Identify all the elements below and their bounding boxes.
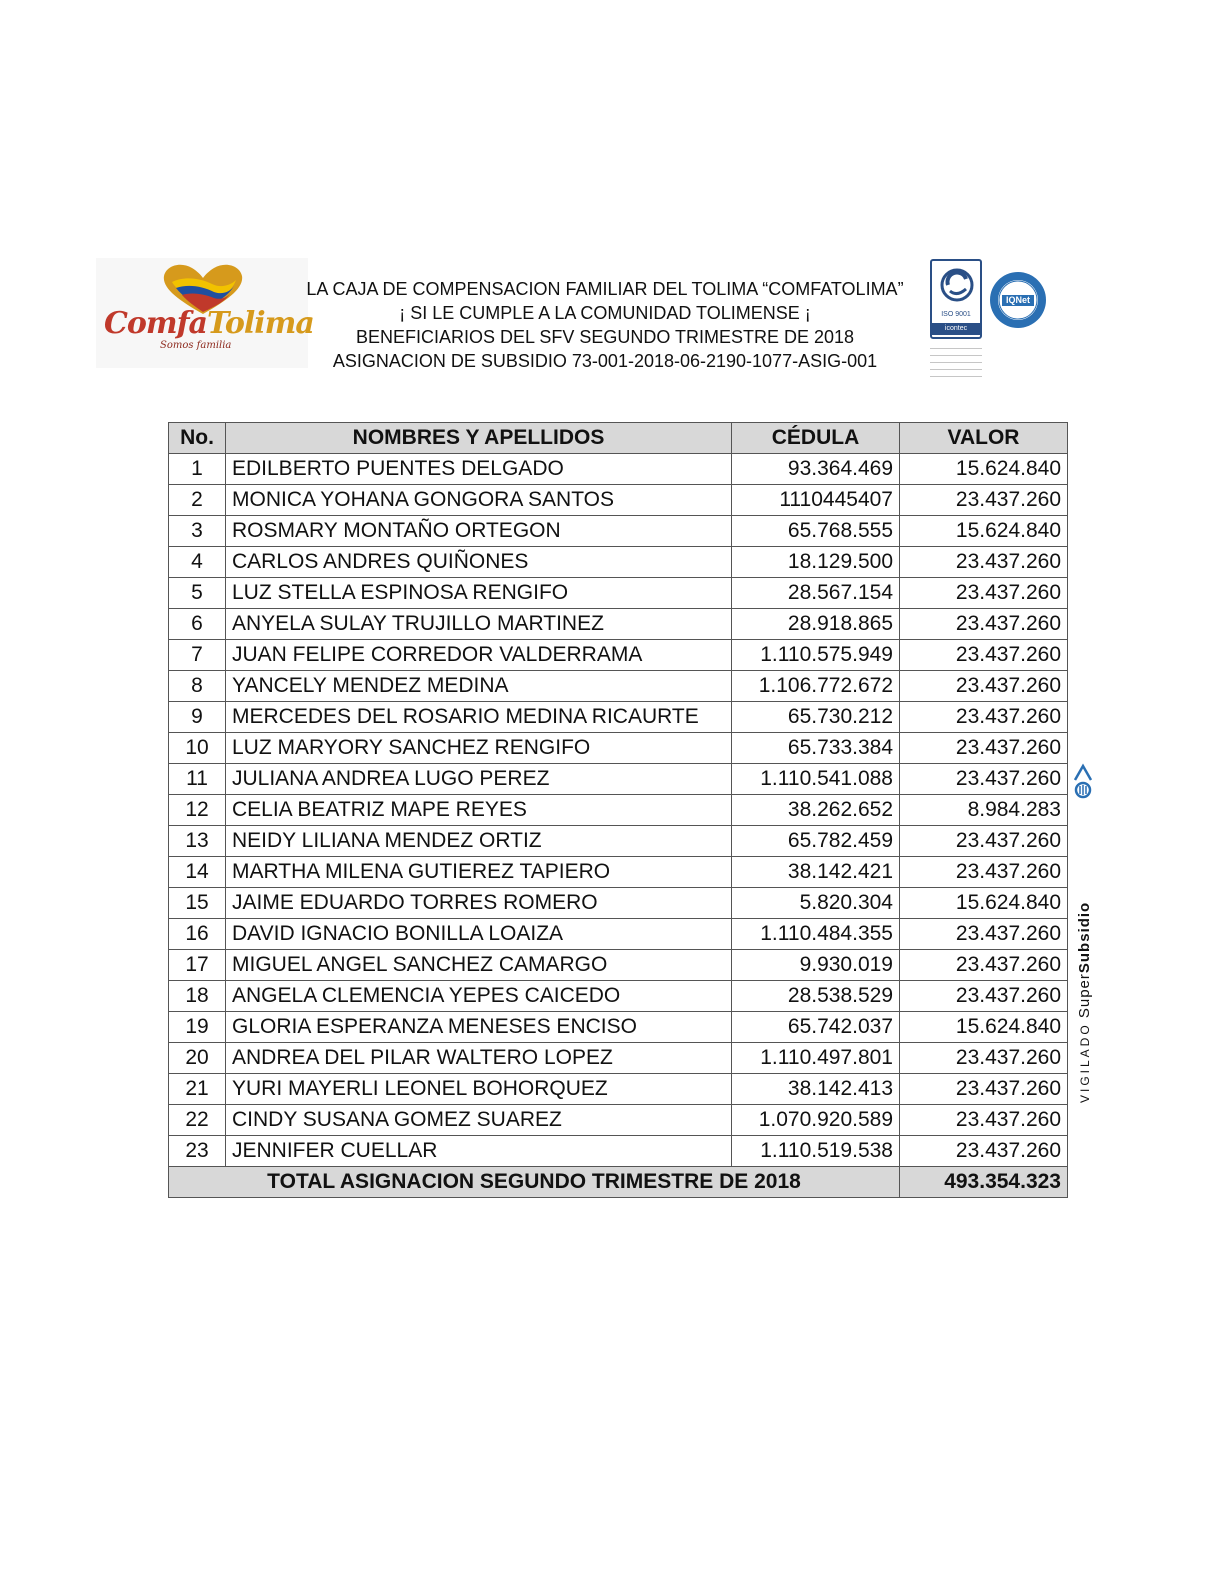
icontec-label: icontec [932, 323, 980, 335]
beneficiary-valor: 23.437.260 [900, 640, 1068, 671]
beneficiary-name: LUZ STELLA ESPINOSA RENGIFO [226, 578, 732, 609]
iso-label: ISO 9001 [941, 311, 971, 318]
beneficiary-cedula: 28.538.529 [732, 981, 900, 1012]
supersubsidio-logo-icon [1071, 762, 1095, 802]
beneficiary-cedula: 1.106.772.672 [732, 671, 900, 702]
icontec-emblem-icon [940, 267, 974, 307]
table-row [169, 888, 1068, 919]
vigilado-supersubsidio-mark [1071, 762, 1095, 1103]
column-header-cedula: CÉDULA [732, 423, 900, 454]
table-row [169, 795, 1068, 826]
beneficiary-valor: 23.437.260 [900, 547, 1068, 578]
logo-tagline: Somos familia [160, 340, 232, 351]
beneficiary-name: ANGELA CLEMENCIA YEPES CAICEDO [226, 981, 732, 1012]
beneficiary-name: JENNIFER CUELLAR [226, 1136, 732, 1167]
certificate-number-lines [930, 344, 990, 379]
beneficiary-valor: 15.624.840 [900, 1012, 1068, 1043]
table-row [169, 578, 1068, 609]
beneficiary-cedula: 65.742.037 [732, 1012, 900, 1043]
beneficiary-cedula: 1110445407 [732, 485, 900, 516]
beneficiary-cedula: 65.782.459 [732, 826, 900, 857]
beneficiary-name: JULIANA ANDREA LUGO PEREZ [226, 764, 732, 795]
beneficiary-cedula: 93.364.469 [732, 454, 900, 485]
iqnet-label: IQNet [1005, 295, 1030, 305]
beneficiary-valor: 15.624.840 [900, 516, 1068, 547]
beneficiary-cedula: 1.110.541.088 [732, 764, 900, 795]
beneficiary-valor: 15.624.840 [900, 888, 1068, 919]
beneficiary-valor: 23.437.260 [900, 1074, 1068, 1105]
header-line-4: ASIGNACION DE SUBSIDIO 73-001-2018-06-2190-1077-ASIG-001 [332, 351, 878, 371]
table-row [169, 702, 1068, 733]
row-number: 5 [169, 578, 226, 609]
beneficiary-valor: 23.437.260 [900, 857, 1068, 888]
row-number: 7 [169, 640, 226, 671]
header-line-1: LA CAJA DE COMPENSACION FAMILIAR DEL TOLIMA “COMFATOLIMA” [306, 279, 904, 299]
total-label: TOTAL ASIGNACION SEGUNDO TRIMESTRE DE 2018 [169, 1167, 900, 1198]
beneficiary-name: CELIA BEATRIZ MAPE REYES [226, 795, 732, 826]
table-row [169, 1012, 1068, 1043]
beneficiaries-table [168, 422, 1068, 1198]
table-row [169, 609, 1068, 640]
beneficiary-cedula: 28.567.154 [732, 578, 900, 609]
beneficiary-cedula: 38.262.652 [732, 795, 900, 826]
row-number: 19 [169, 1012, 226, 1043]
beneficiary-valor: 23.437.260 [900, 950, 1068, 981]
row-number: 9 [169, 702, 226, 733]
beneficiary-valor: 8.984.283 [900, 795, 1068, 826]
column-header-no: No. [169, 423, 226, 454]
beneficiary-name: ANYELA SULAY TRUJILLO MARTINEZ [226, 609, 732, 640]
beneficiary-name: LUZ MARYORY SANCHEZ RENGIFO [226, 733, 732, 764]
beneficiary-name: MARTHA MILENA GUTIEREZ TAPIERO [226, 857, 732, 888]
table-row [169, 826, 1068, 857]
table-row [169, 454, 1068, 485]
beneficiary-valor: 23.437.260 [900, 733, 1068, 764]
row-number: 20 [169, 1043, 226, 1074]
column-header-name: NOMBRES Y APELLIDOS [226, 423, 732, 454]
beneficiary-valor: 23.437.260 [900, 826, 1068, 857]
beneficiary-name: JAIME EDUARDO TORRES ROMERO [226, 888, 732, 919]
row-number: 18 [169, 981, 226, 1012]
vigilado-text: VIGILADO SuperSubsidio [1076, 901, 1093, 1103]
beneficiary-valor: 23.437.260 [900, 919, 1068, 950]
beneficiary-cedula: 5.820.304 [732, 888, 900, 919]
table-header-row [169, 423, 1068, 454]
header-line-3: BENEFICIARIOS DEL SFV SEGUNDO TRIMESTRE DE 2018 [355, 327, 855, 347]
beneficiary-cedula: 65.733.384 [732, 733, 900, 764]
logo-wordmark: ComfaTolima [104, 306, 314, 341]
beneficiary-name: ROSMARY MONTAÑO ORTEGON [226, 516, 732, 547]
beneficiary-name: MIGUEL ANGEL SANCHEZ CAMARGO [226, 950, 732, 981]
row-number: 3 [169, 516, 226, 547]
row-number: 11 [169, 764, 226, 795]
header-line-2: ¡ SI LE CUMPLE A LA COMUNIDAD TOLIMENSE ¡ [399, 303, 811, 323]
row-number: 13 [169, 826, 226, 857]
row-number: 8 [169, 671, 226, 702]
beneficiary-name: YANCELY MENDEZ MEDINA [226, 671, 732, 702]
beneficiary-cedula: 1.110.575.949 [732, 640, 900, 671]
beneficiary-name: DAVID IGNACIO BONILLA LOAIZA [226, 919, 732, 950]
column-header-valor: VALOR [900, 423, 1068, 454]
beneficiary-valor: 23.437.260 [900, 702, 1068, 733]
row-number: 22 [169, 1105, 226, 1136]
beneficiary-cedula: 38.142.413 [732, 1074, 900, 1105]
table-row [169, 950, 1068, 981]
document-header [280, 277, 930, 373]
row-number: 10 [169, 733, 226, 764]
beneficiary-valor: 23.437.260 [900, 578, 1068, 609]
beneficiary-cedula: 9.930.019 [732, 950, 900, 981]
row-number: 2 [169, 485, 226, 516]
beneficiary-cedula: 28.918.865 [732, 609, 900, 640]
table-row [169, 1105, 1068, 1136]
table-row [169, 1136, 1068, 1167]
beneficiary-valor: 15.624.840 [900, 454, 1068, 485]
beneficiary-valor: 23.437.260 [900, 764, 1068, 795]
beneficiary-valor: 23.437.260 [900, 1043, 1068, 1074]
table-row [169, 547, 1068, 578]
icontec-certification-badge [930, 259, 982, 339]
beneficiary-name: JUAN FELIPE CORREDOR VALDERRAMA [226, 640, 732, 671]
beneficiary-cedula: 38.142.421 [732, 857, 900, 888]
row-number: 14 [169, 857, 226, 888]
beneficiary-cedula: 1.110.497.801 [732, 1043, 900, 1074]
row-number: 16 [169, 919, 226, 950]
beneficiary-valor: 23.437.260 [900, 671, 1068, 702]
beneficiary-name: EDILBERTO PUENTES DELGADO [226, 454, 732, 485]
beneficiary-valor: 23.437.260 [900, 1105, 1068, 1136]
beneficiary-name: CINDY SUSANA GOMEZ SUAREZ [226, 1105, 732, 1136]
table-row [169, 516, 1068, 547]
beneficiary-valor: 23.437.260 [900, 609, 1068, 640]
beneficiary-valor: 23.437.260 [900, 981, 1068, 1012]
table-row [169, 485, 1068, 516]
table-row [169, 857, 1068, 888]
beneficiary-cedula: 65.768.555 [732, 516, 900, 547]
iqnet-certification-badge [988, 270, 1048, 330]
table-row [169, 764, 1068, 795]
beneficiary-name: MERCEDES DEL ROSARIO MEDINA RICAURTE [226, 702, 732, 733]
row-number: 21 [169, 1074, 226, 1105]
table-row [169, 1074, 1068, 1105]
row-number: 6 [169, 609, 226, 640]
total-row [169, 1167, 1068, 1198]
beneficiary-name: NEIDY LILIANA MENDEZ ORTIZ [226, 826, 732, 857]
table-row [169, 919, 1068, 950]
row-number: 23 [169, 1136, 226, 1167]
total-value: 493.354.323 [900, 1167, 1068, 1198]
row-number: 17 [169, 950, 226, 981]
beneficiary-cedula: 1.110.484.355 [732, 919, 900, 950]
beneficiary-cedula: 1.070.920.589 [732, 1105, 900, 1136]
row-number: 4 [169, 547, 226, 578]
table-row [169, 981, 1068, 1012]
beneficiary-cedula: 18.129.500 [732, 547, 900, 578]
beneficiary-valor: 23.437.260 [900, 485, 1068, 516]
table-row [169, 1043, 1068, 1074]
row-number: 12 [169, 795, 226, 826]
beneficiary-name: ANDREA DEL PILAR WALTERO LOPEZ [226, 1043, 732, 1074]
beneficiary-name: CARLOS ANDRES QUIÑONES [226, 547, 732, 578]
beneficiary-name: YURI MAYERLI LEONEL BOHORQUEZ [226, 1074, 732, 1105]
beneficiary-valor: 23.437.260 [900, 1136, 1068, 1167]
row-number: 1 [169, 454, 226, 485]
beneficiary-name: GLORIA ESPERANZA MENESES ENCISO [226, 1012, 732, 1043]
table-row [169, 671, 1068, 702]
row-number: 15 [169, 888, 226, 919]
table-row [169, 733, 1068, 764]
table-row [169, 640, 1068, 671]
beneficiary-cedula: 65.730.212 [732, 702, 900, 733]
beneficiary-name: MONICA YOHANA GONGORA SANTOS [226, 485, 732, 516]
beneficiary-cedula: 1.110.519.538 [732, 1136, 900, 1167]
